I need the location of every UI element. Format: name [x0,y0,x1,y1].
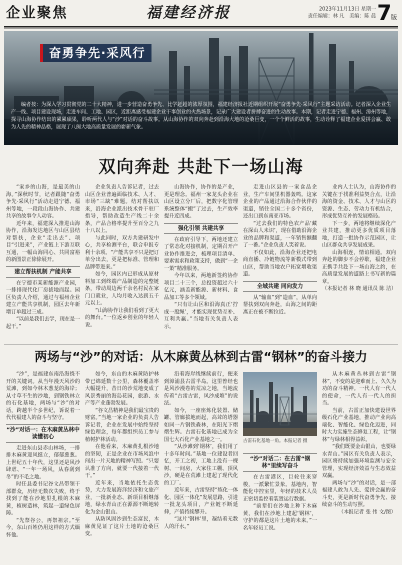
paragraph: “以前是我们去学，现在是一起干。” [6,316,80,330]
subheading: 全域共建 同向发力 [243,281,317,292]
paragraph: 今年以来，两地新签约协作项目二十三个，总投资超过六十亿元，涵盖新能源、新材料、食品加工等多个领域。 [164,273,238,301]
article1-column-2 [85,184,159,340]
paragraph: 沿着海岸线继续前行，便来到漳浦县古雷半岛。这里曾经也是风沙漫卷的荒凉之地，当地流传着“古雷古雷，风沙成堆”的说法。 [164,371,238,406]
paragraph: “我们既要金山银山，也要绿水青山。”园区有关负责人表示，园区将持续加强环境监测与安全管理，实现经济效益与生态效益双赢。 [322,444,396,479]
paragraph: 在宁德市某新能源产业园，一排排现代化厂房拔地而起。园区负责人介绍，通过与福州企业建立产能共享机制，园区去年新增订单超过三成。 [6,280,80,315]
paragraph: 如今，园区内已形成从原材料加工到终端产品制造的完整链条，带动周边两千余名村民在家门口就业，人均月收入达到五千元以上。 [85,271,159,306]
paragraph: 在政府引导下，两地还建立了常态化对接机制，定期召开产业协作推进会，梳理项目清单、要素需求和政策支持，做到“一企一策”精准服务。 [164,236,238,272]
paragraph: 业内人士认为，山海协作的关键在于找准利益契合点，让沿海的资金、技术、人才与山区的资源、生态、劳动力有机结合，形成优势互补的发展格局。 [322,184,396,219]
paragraph: “前辈们在沙地上种下木麻黄，我们在沙地上建起‘钢林’，守护的都是这片土地的未来。”一名年轻员工说。 [243,503,317,531]
article2-column-5 [322,371,396,561]
paragraph: 企业负责人告诉记者，过去山区企业普遍面临技术、人才、市场“三缺”难题。结对帮扶以来，沿海企业派出技术骨干驻厂指导，帮助改造生产线二十余条，产品合格率提升至百分之九十八以上。 [85,184,159,234]
editor-note: 编者按：为深入学习贯彻党的二十大精神，进一步营造奋勇争先、比学赶超的浓厚氛围，福建经济报社近期组织开展“奋勇争先·采风行”主题采访活动。记者深入企业生产一线、项目建设现场，走进车间、工地、园区，近距离感受福建企业干事创业的火热场景，记录广大建设者拼搏奋进的生动故事。本期，记者走进宁德、福州、漳州等地，探寻山海协作结出的累累硕果，聆听两代人与“沙”对话的奋斗故事。从山海协作的双向奔赴到沿海大地的沧桑巨变，一个个鲜活的故事，生动诠释了福建企业爱拼会赢、敢为人先的精神品格，展现了八闽大地高质量发展的崭新气象。 [11,102,391,130]
paragraph: 与此同时，双方共建研发中心，共享检测平台，联合申报专利十余项。“产能共享不只是把订单分出去，更是把标准、管理和品牌带进来。” [85,235,159,270]
paragraph: 山海协作，协作的是产业，更是理念。福州一家龙头企业在山区设立分厂后，把数字化管理系统整体“搬”了过去，生产效率提升近四成。 [164,184,238,219]
paragraph: 近年来，福建深入推进山海协作，沿海发达地区与山区县结对帮扶，企业“走出去”、项目“引进来”，产业链上下游互联互通，一幅山海同心、共同富裕的新图景正徐徐展开。 [6,220,80,263]
dateline [292,6,376,20]
paragraph: “家乡的山海，是最美的山海。”深秋时节，记者跟随“奋勇争先·采风行”活动走进宁德、福州等地，一段段山海协作、共建共享的故事令人动容。 [6,184,80,219]
masthead-logo: 福建经济报 [146,4,231,22]
header-rule [4,26,398,28]
article2-column-4 [243,451,317,561]
byline: （本报记者 张 伟 文/图） [338,509,396,515]
section-title: 企业聚焦 [6,4,69,21]
paragraph: 在他看来，木麻黄扎根沙地的坚韧，正是企业在市场风浪中闯出一片天地的精神写照。“只要认准了方向，就要一代接着一代干。” [85,444,159,479]
article1-column-3 [164,184,238,340]
paragraph: 如今，一座座炼化装置、储罐、管廊拔地而起，高耸的塔器如同一片钢铁森林，在阳光下熠熠生辉。古雷石化基地已成为全国七大石化产业基地之一。 [164,407,238,443]
article1-column-1 [6,184,80,340]
article2-photo [243,372,317,436]
paragraph: 两场与“沙”的对话，是一部福建人敢为人先、爱拼会赢的奋斗史，更是新时代奋勇争先、接续奋斗的生动写照。 [322,480,396,508]
series-title: 奋勇争先·采风行 [40,44,152,62]
article2-column-2 [85,371,159,561]
paragraph: 走进东山县赤山林场，一排排木麻黄迎风挺立，郁郁葱葱。上世纪五十年代，这里还是风沙肆虐、“一年一场风，从春刮到冬”的不毛之地。 [6,445,80,480]
paragraph: “先祭谷公，再祭祖宗。”至今，东山百姓仍用这样的方式缅怀他。 [6,517,80,538]
petrochemical-plant-photo [243,372,317,436]
paragraph: 从木麻黄丛林到古雷“钢林”，不变的是迎难而上、久久为功的奋斗精神。一代人有一代人的使命，一代人有一代人的担当。 [322,371,396,406]
paragraph: “过去我们的特色农产品‘藏在深山人未识’，现在借助沿海企业的品牌和渠道，一年销售额翻了一番。”企业负责人笑着说。 [243,220,317,248]
article1-headline: 双向奔赴 共赴下一场山海 [98,157,304,177]
editor-credit: 责任编辑：林 凡 美编：陈 晨 [307,13,376,19]
paragraph: 时任县委书记谷文昌带领干部群众，历经无数次失败，终于找到了能在沙地里扎根的木麻黄，植树造林，筑起一道绿色屏障。 [6,481,80,516]
paragraph: “只有让山区和沿海真正‘拧成一股绳’，才能实现优势互补、互利共赢。”当地有关负责人表示。 [164,302,238,330]
banner [4,31,398,145]
issue-date: 2023年11月13日 星期一 [318,6,376,12]
paragraph: “山海协作让我们看到了更大的舞台。”一位返乡创业的年轻人说。 [85,307,159,328]
section-divider [4,344,398,345]
paragraph: 近年来，古雷坚持“炼化一体化、园区一体化”发展思路，引进一批龙头项目，产业链不断延伸，产值持续攀升。 [164,487,238,515]
paragraph: “沙”，是福建东南沿海绕不开的关键词。从当年漫天风沙的荒滩，到如今林木葱茏的海岸；从寸草不生的沙地，到钢铁林立的石化基地，两场与“沙”的对话，跨越半个多世纪，诉说着一代代福建人的奋斗与坚守。 [6,371,80,421]
paragraph: 下一步，两地将继续深化产业共建，推动更多优质项目落地，打造一批协作示范园区，让山区群众共享发展成果。 [322,220,396,248]
article2-column-1 [6,371,80,561]
byline: （本报记者 林 晓 通讯员 陈 洁） [322,286,396,292]
paragraph: “这片‘钢林’里，凝结着无数人的汗水。” [164,516,238,530]
subheading: 建立帮扶机制 产能共享 [6,266,80,277]
header-rule-thin [4,29,398,30]
paragraph: 山海相连，情谊相通。双向奔赴的脚步不会停歇，福建企业正携手共赴下一场山海之约，在高质量发展的道路上书写新的篇章。 [322,249,396,285]
article1-column-5 [322,184,396,340]
subheading: “沙”对话一：在木麻黄丛林中读懂初心 [6,424,80,442]
paragraph: 从“输血”到“造血”，从单向帮扶到双向奔赴，山海之间的距离正在被不断拉近。 [243,294,317,315]
paragraph: 走进山区县的一家食品企业，生产车间里机器轰鸣。这家企业的产品通过沿海合作伙伴的渠道，销往全国二十多个省份，还出口到东南亚市场。 [243,184,317,219]
article2-headline: 两场与“沙”的对话：从木麻黄丛林到古雷“钢林”的奋斗接力 [34,349,368,364]
paragraph: 如今，东山的木麻黄防护林带已绵延数十公里，森林覆盖率大幅提升，昔日的沙荒地变成了风景秀丽的海岛花园，旅游、水产等产业蓬勃发展。 [85,371,159,406]
paragraph: “谷文昌精神是我们最宝贵的财富。”当地一家企业的负责人告诉记者，企业在发展中始终坚持绿色理念，每年都组织员工参与植树护林活动。 [85,407,159,443]
paragraph: 当前，古雷正加快建设世界级石化产业基地，推动产业向高端化、智能化、绿色化迈进，同时大力实施生态修复工程，让“钢林”与绿林相得益彰。 [322,407,396,443]
subheading: “沙”对话二：在古雷“钢林”里续写奋斗 [243,454,317,472]
paragraph: 在古雷港区，巨轮往来穿梭，一派繁忙景象。基地内，智能化中控室里，年轻的技术人员正密切监控着装置运行数据。 [243,474,317,502]
subheading: 强化引领 共建共享 [164,223,238,234]
photo-caption: 古雷石化基地一角。本报记者 摄 [243,438,308,444]
page-number: 7 [377,0,392,25]
paragraph: “从沙滩到‘钢林’，我们用了十多年时间。”基地一位建设者回忆，开工之初，工地上没有一棵树、一间房，大家住工棚、顶风沙，硬是在荒滩上建起了现代化的工厂。 [164,444,238,486]
paragraph: 从防风固沙到生态富民，木麻黄见证了这片土地的沧桑巨变。 [85,516,159,537]
article1-column-4 [243,184,317,340]
article2-column-3 [164,371,238,561]
paragraph: 不仅如此，沿海企业还把电商直播、冷链物流等新模式带到山区，帮助当地农户拓宽增收渠道。 [243,249,317,277]
page-unit: 版 [391,14,398,21]
paragraph: 近年来，当地依托生态优势，大力发展海洋经济和文旅产业，一批新业态、新项目相继落地，绿水青山正在源源不断地转化为金山银山。 [85,480,159,515]
